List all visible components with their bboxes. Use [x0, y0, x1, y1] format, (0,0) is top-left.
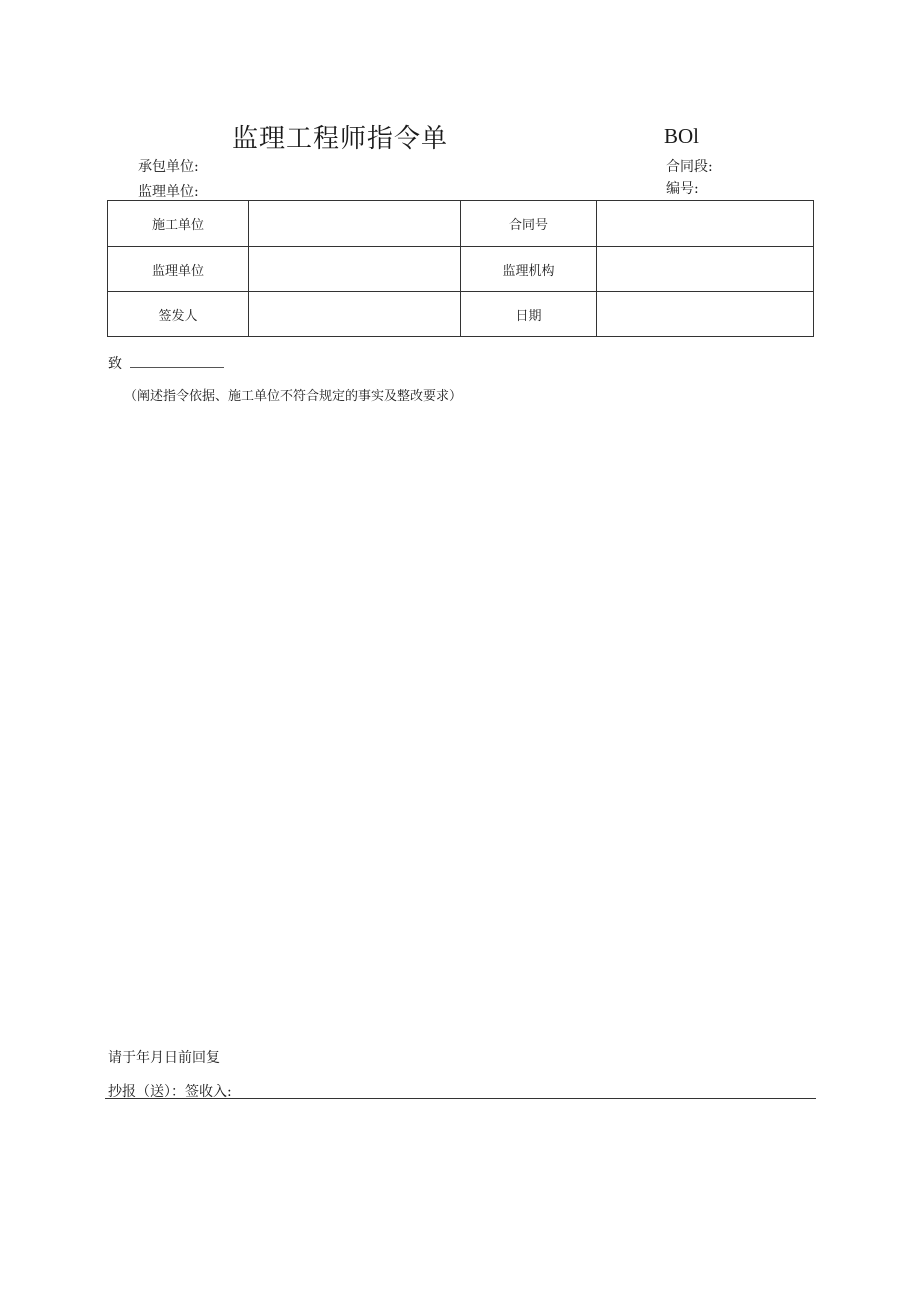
table-row	[108, 247, 814, 292]
date-label: 日期	[461, 292, 597, 337]
bottom-divider	[105, 1098, 816, 1099]
instruction-note: （阐述指令依据、施工单位不符合规定的事实及整改要求）	[124, 389, 463, 404]
table-row	[108, 292, 814, 337]
copy-to-text: 抄报（送）：签收入:	[108, 1084, 232, 1100]
info-table	[107, 200, 814, 337]
number-label: 编号:	[666, 181, 699, 197]
contract-number-label: 合同号	[461, 201, 597, 247]
issuer-label: 签发人	[108, 292, 249, 337]
recipient-line	[108, 353, 224, 373]
supervision-unit-label: 监理单位	[108, 247, 249, 292]
date-value[interactable]	[597, 292, 814, 337]
recipient-blank[interactable]	[130, 353, 224, 368]
document-title: 监理工程师指令单	[232, 124, 449, 154]
supervision-unit-value[interactable]	[249, 247, 461, 292]
form-code: BOl	[664, 124, 700, 148]
supervision-agency-label: 监理机构	[461, 247, 597, 292]
contract-section-label: 合同段:	[666, 159, 713, 175]
table-row	[108, 201, 814, 247]
supervision-agency-value[interactable]	[597, 247, 814, 292]
issuer-value[interactable]	[249, 292, 461, 337]
to-label: 致	[108, 356, 122, 372]
supervisor-unit-label: 监理单位:	[138, 184, 199, 200]
contractor-label: 承包单位:	[138, 159, 199, 175]
construction-unit-label: 施工单位	[108, 201, 249, 247]
reply-deadline-text: 请于年月日前回复	[108, 1050, 220, 1066]
contract-number-value[interactable]	[597, 201, 814, 247]
construction-unit-value[interactable]	[249, 201, 461, 247]
